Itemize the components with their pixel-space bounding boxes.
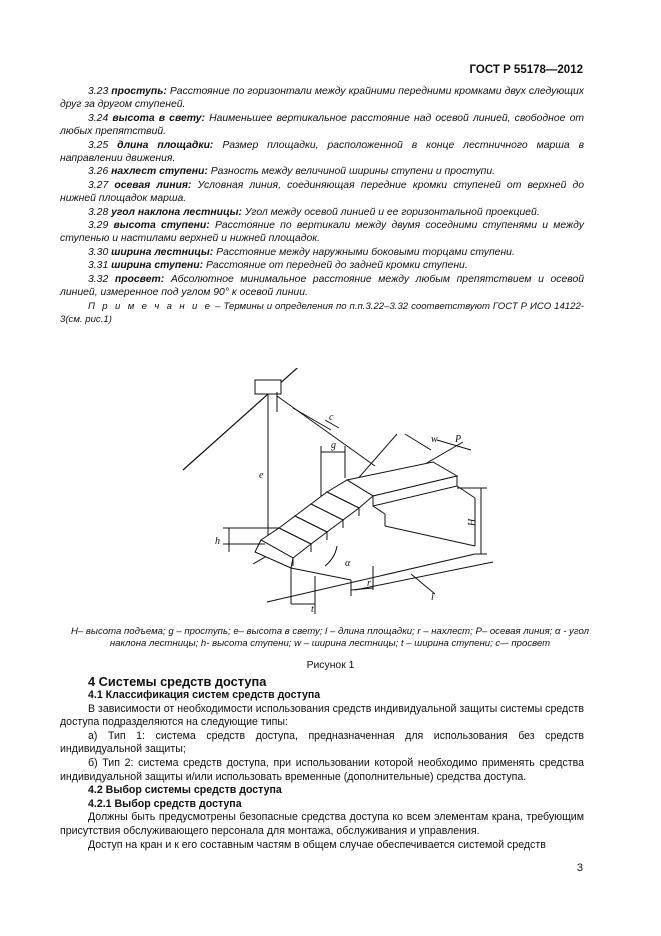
paragraph: Доступ на кран и к его составным частям в общем случае обеспечивается системой средств (88, 838, 546, 851)
subsection-heading: 4.2.1 Выбор средств доступа (88, 797, 242, 810)
paragraph: а) Тип 1: система средств доступа, предназначенная для использования без средств индивидуальной защиты; (60, 729, 584, 756)
figure-caption: H– высота подъема; g – проступь; e– высота в свету; l – длина площадки; r – нахлест; P– осевая линия; α - угол наклона лестницы; h- высота ступени; w – ширина лестницы; t – ширина ступени; c–- просвет (70, 626, 590, 650)
label-e: e (259, 470, 264, 481)
label-t: t (311, 604, 314, 615)
definition-item: 3.26 нахлест ступени: Разность между величиной ширины ступени и проступи. (88, 166, 496, 178)
definition-item: 3.24 высота в свету: Наименьшее вертикальное расстояние над осевой линией, свободное от любых препятствий. (60, 112, 585, 138)
stair-diagram (175, 368, 615, 618)
paragraph: Должны быть предусмотрены безопасные средства доступа ко всем элементам крана, требующим присутствия обслуживающего персонала для монтажа, обслуживания и управления. (60, 811, 584, 837)
label-alpha: α (345, 558, 351, 569)
paragraph: б) Тип 2: система средств доступа, при использовании которой необходимо применять средства индивидуальной защиты и/или использовать временные (дополнительные) средства доступа. (60, 756, 584, 783)
label-h: h (215, 536, 220, 547)
definition-item: 3.23 проступь: Расстояние по горизонтали между крайними передними кромками двух следующих друг за другом ступеней. (60, 86, 584, 111)
label-r: r (367, 578, 371, 589)
subsection-heading: 4.1 Классификация систем средств доступа (88, 689, 321, 701)
section-heading: 4 Системы средств доступа (88, 674, 267, 689)
definition-item: 3.28 угол наклона лестницы: Угол между осевой линией и ее горизонтальной проекцией. (88, 206, 540, 218)
definition-item: 3.25 длина площадки: Размер площадки, расположенной в конце лестничного марша в направлении движения. (60, 139, 585, 165)
label-l: l (431, 592, 434, 603)
definition-item: 3.30 ширина лестницы: Расстояние между наружными боковыми торцами ступени. (88, 246, 515, 258)
definition-item: 3.31 ширина ступени: Расстояние от передней до задней кромки ступени. (88, 260, 468, 272)
definitions-list (60, 85, 584, 326)
document-header: ГОСТ Р 55178—2012 (469, 64, 583, 76)
figure-title: Рисунок 1 (306, 660, 355, 671)
label-g: g (331, 440, 336, 451)
section-body (60, 674, 584, 852)
page-number: 3 (576, 862, 583, 874)
definition-item: 3.29 высота ступени: Расстояние по вертикали между двумя соседними ступенями и между ступенью и настилами верхней и нижней площадок. (60, 220, 584, 245)
paragraph: В зависимости от необходимости использования средств индивидуальной защиты системы средств доступа подразделяются на следующие типы: (60, 702, 584, 729)
definition-item: 3.27 осевая линия: Условная линия, соединяющая передние кромки ступеней от верхней до нижней площадок марша. (60, 179, 584, 205)
label-H: H (467, 518, 478, 526)
definition-item: 3.32 просвет: Абсолютное минимальное расстояние между любым препятствием и осевой линией, измеренное под углом 90° к осевой линии. (60, 273, 585, 299)
label-p: P (455, 434, 462, 445)
label-c: c (329, 412, 334, 423)
note: П р и м е ч а н и е – Термины и определения по п.п.3.22–3.32 соответствуют ГОСТ Р ИСО 14122-3(см. рис.1) (60, 300, 585, 325)
subsection-heading: 4.2 Выбор системы средств доступа (88, 784, 282, 797)
label-w: w (431, 434, 438, 445)
